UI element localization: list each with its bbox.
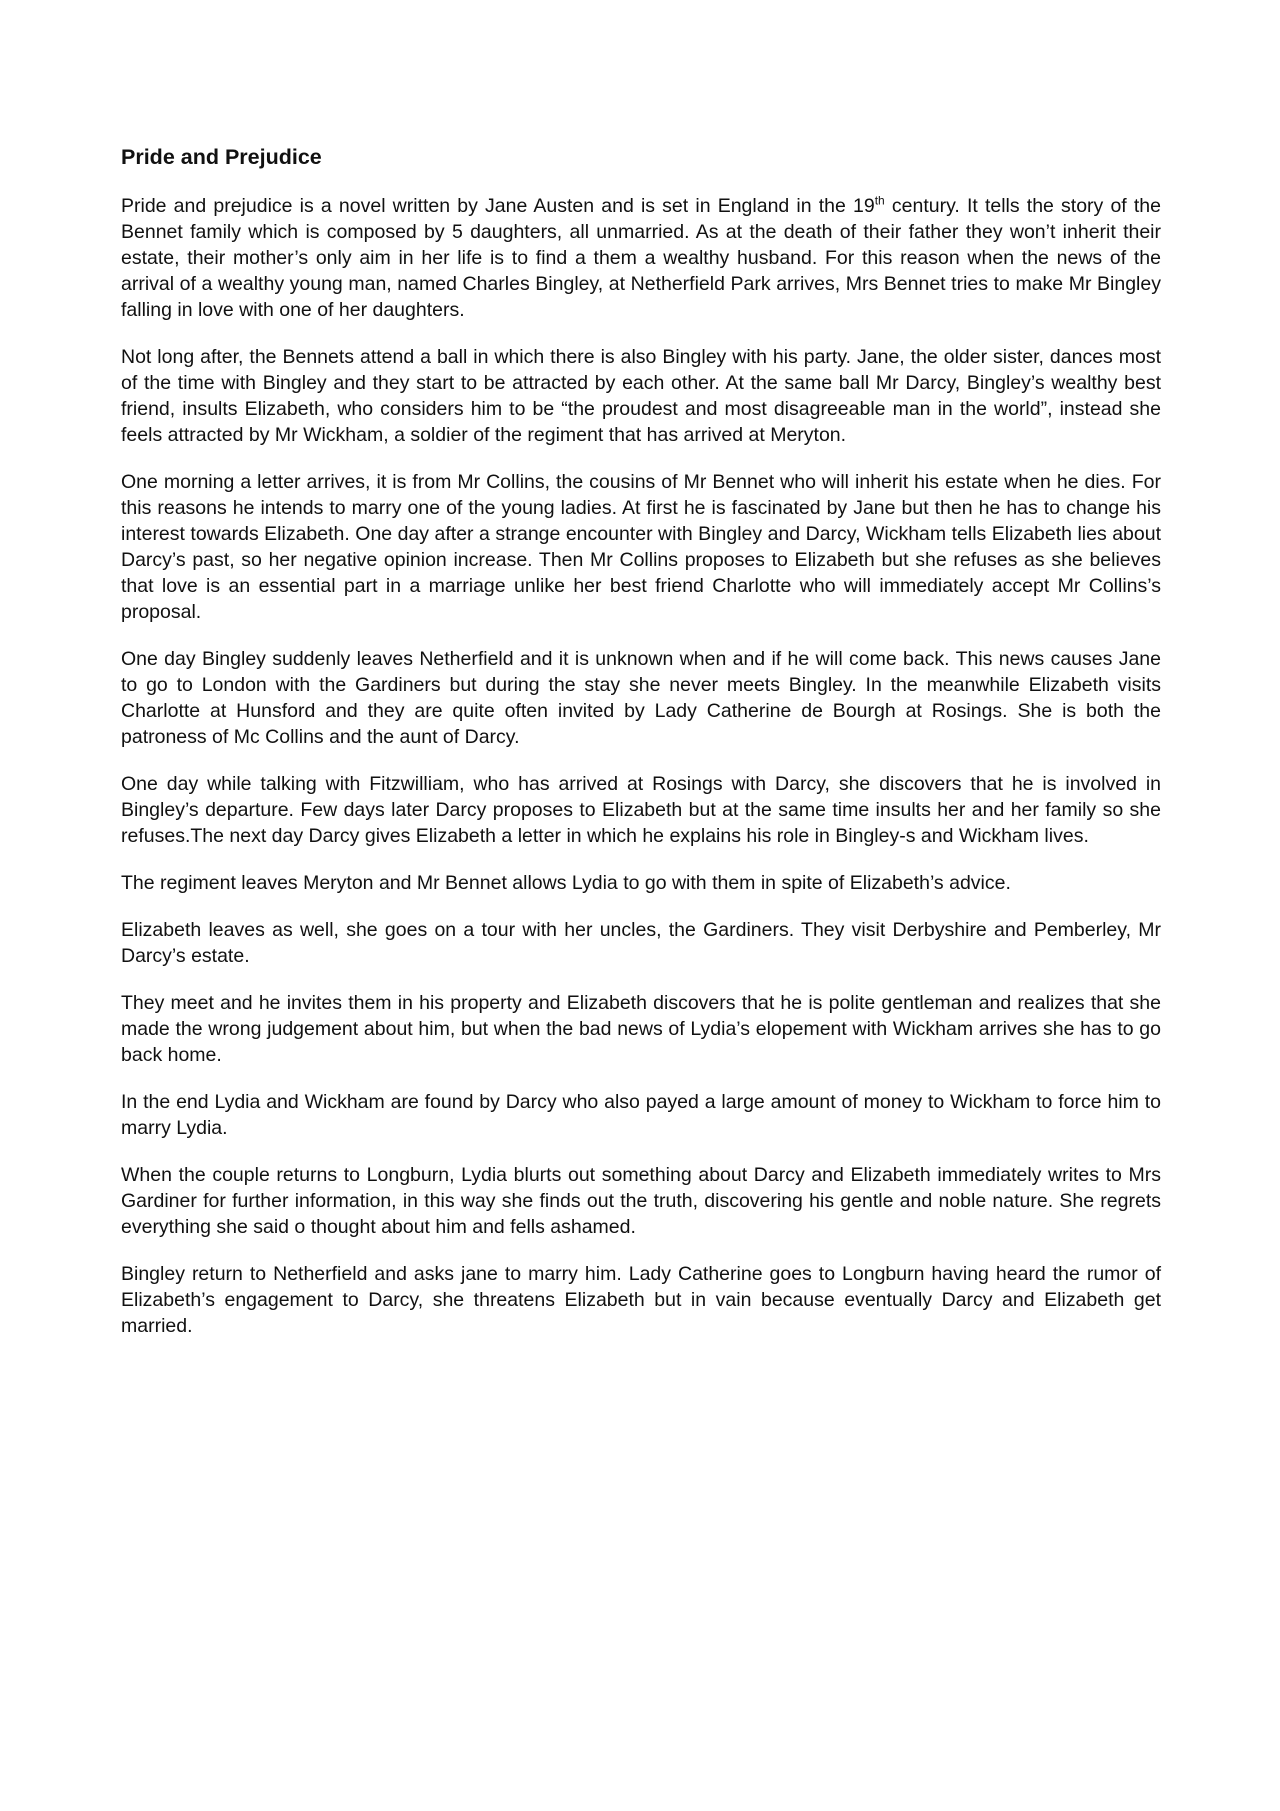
- paragraph: The regiment leaves Meryton and Mr Bennet allows Lydia to go with them in spite of Elizabeth’s advice.: [121, 872, 1011, 894]
- document-page: [121, 143, 1161, 1360]
- paragraph: One day while talking with Fitzwilliam, who has arrived at Rosings with Darcy, she discovers that he is involved in Bingley’s departure. Few days later Darcy proposes to Elizabeth but at the same time insults her and her family so she refuses.The next day Darcy gives Elizabeth a letter in which he explains his role in Bingley-s and Wickham lives.: [121, 773, 1161, 847]
- paragraph: When the couple returns to Longburn, Lydia blurts out something about Darcy and Elizabeth immediately writes to Mrs Gardiner for further information, in this way she finds out the truth, discovering his gentle and noble nature. She regrets everything she said o thought about him and fells ashamed.: [121, 1164, 1161, 1238]
- paragraph-intro: [121, 193, 1161, 323]
- intro-text-rest: century. It tells the story of the Bennet family which is composed by 5 daughters, all unmarried. As at the death of their father they won’t inherit their estate, their mother’s only aim in her life is to find a them a wealthy husband. For this reason when the news of the arrival of a wealthy young man, named Charles Bingley, at Netherfield Park arrives, Mrs Bennet tries to make Mr Bingley falling in love with one of her daughters.: [121, 195, 1161, 321]
- paragraph: One day Bingley suddenly leaves Netherfield and it is unknown when and if he will come back. This news causes Jane to go to London with the Gardiners but during the stay she never meets Bingley. In the meanwhile Elizabeth visits Charlotte at Hunsford and they are quite often invited by Lady Catherine de Bourgh at Rosings. She is both the patroness of Mc Collins and the aunt of Darcy.: [121, 648, 1161, 748]
- ordinal-superscript: th: [874, 193, 885, 208]
- paragraph: They meet and he invites them in his property and Elizabeth discovers that he is polite gentleman and realizes that she made the wrong judgement about him, but when the bad news of Lydia’s elopement with Wickham arrives she has to go back home.: [121, 992, 1161, 1066]
- paragraph: Not long after, the Bennets attend a ball in which there is also Bingley with his party. Jane, the older sister, dances most of the time with Bingley and they start to be attracted by each other. At the same ball Mr Darcy, Bingley’s wealthy best friend, insults Elizabeth, who considers him to be “the proudest and most disagreeable man in the world”, instead she feels attracted by Mr Wickham, a soldier of the regiment that has arrived at Meryton.: [121, 346, 1161, 446]
- paragraph: Elizabeth leaves as well, she goes on a tour with her uncles, the Gardiners. They visit Derbyshire and Pemberley, Mr Darcy’s estate.: [121, 919, 1161, 967]
- intro-text-start: Pride and prejudice is a novel written by Jane Austen and is set in England in the 19: [121, 195, 875, 217]
- document-title: Pride and Prejudice: [121, 145, 322, 169]
- paragraph: Bingley return to Netherfield and asks jane to marry him. Lady Catherine goes to Longburn having heard the rumor of Elizabeth’s engagement to Darcy, she threatens Elizabeth but in vain because eventually Darcy and Elizabeth get married.: [121, 1263, 1161, 1337]
- paragraph: One morning a letter arrives, it is from Mr Collins, the cousins of Mr Bennet who will inherit his estate when he dies. For this reasons he intends to marry one of the young ladies. At first he is fascinated by Jane but then he has to change his interest towards Elizabeth. One day after a strange encounter with Bingley and Darcy, Wickham tells Elizabeth lies about Darcy’s past, so her negative opinion increase. Then Mr Collins proposes to Elizabeth but she refuses as she believes that love is an essential part in a marriage unlike her best friend Charlotte who will immediately accept Mr Collins’s proposal.: [121, 471, 1161, 623]
- paragraph: In the end Lydia and Wickham are found by Darcy who also payed a large amount of money to Wickham to force him to marry Lydia.: [121, 1091, 1161, 1139]
